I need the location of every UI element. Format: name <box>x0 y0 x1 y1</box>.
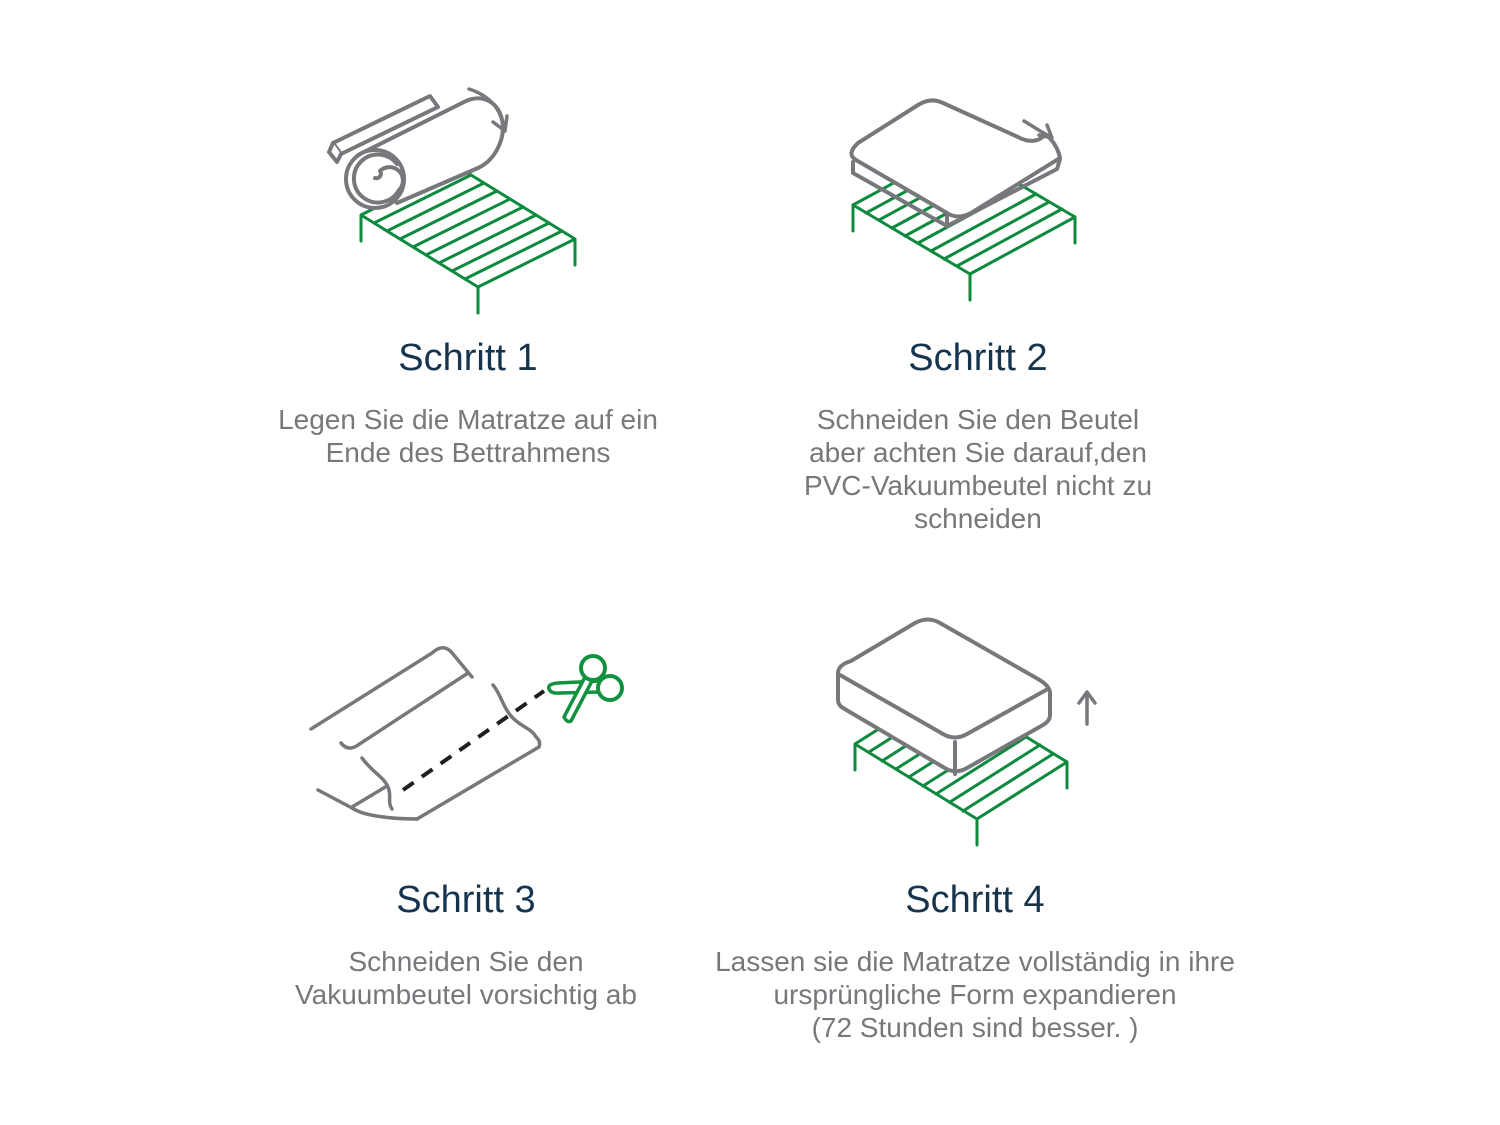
step-2-description-line: aber achten Sie darauf,den <box>809 436 1147 468</box>
step-3-description <box>295 945 637 1011</box>
step-4-description-line: (72 Stunden sind besser. ) <box>811 1011 1139 1043</box>
step-3-card <box>226 612 706 1011</box>
step-3-illustration <box>296 612 636 857</box>
expanded-mattress-above-bed-frame-illustration <box>825 607 1125 857</box>
step-2-illustration <box>828 80 1128 315</box>
dashed-cut-line <box>403 691 544 790</box>
unroll-direction-arrow-icon <box>1024 121 1052 138</box>
unrolled-mattress-on-bed-frame-illustration <box>828 80 1128 315</box>
rolled-mattress-icon <box>329 96 503 208</box>
step-3-description-line: Vakuumbeutel vorsichtig ab <box>295 978 637 1010</box>
step-2-description-line: PVC-Vakuumbeutel nicht zu schneiden <box>803 469 1153 534</box>
step-4-illustration <box>825 612 1125 857</box>
step-4-card <box>715 612 1235 1044</box>
step-3-description-line: Schneiden Sie den <box>348 945 584 977</box>
step-2-description-line: Schneiden Sie den Beutel <box>816 403 1140 435</box>
step-2-card <box>738 80 1218 535</box>
step-2-description <box>738 403 1218 535</box>
step-3-title: Schritt 3 <box>396 879 536 921</box>
rolled-mattress-on-bed-frame-illustration <box>318 80 618 315</box>
step-2-title: Schritt 2 <box>908 337 1048 379</box>
step-1-description-line: Ende des Bettrahmens <box>325 436 611 468</box>
step-1-title: Schritt 1 <box>398 337 538 379</box>
step-4-description-line: Lassen sie die Matratze vollständig in ihre <box>715 945 1235 977</box>
step-1-card <box>228 80 708 469</box>
step-4-description <box>715 945 1235 1044</box>
scissors-cutting-vacuum-bag-illustration <box>296 627 636 857</box>
step-1-description <box>278 403 658 469</box>
step-1-illustration <box>318 80 618 315</box>
step-1-description-line: Legen Sie die Matratze auf ein <box>278 403 658 435</box>
vacuum-bag-icon <box>311 648 540 819</box>
step-4-description-line: ursprüngliche Form expandieren <box>773 978 1177 1010</box>
scissors-icon <box>549 656 622 722</box>
step-4-title: Schritt 4 <box>905 879 1045 921</box>
flat-mattress-icon <box>851 100 1060 226</box>
expand-up-arrow-icon <box>1079 692 1095 724</box>
